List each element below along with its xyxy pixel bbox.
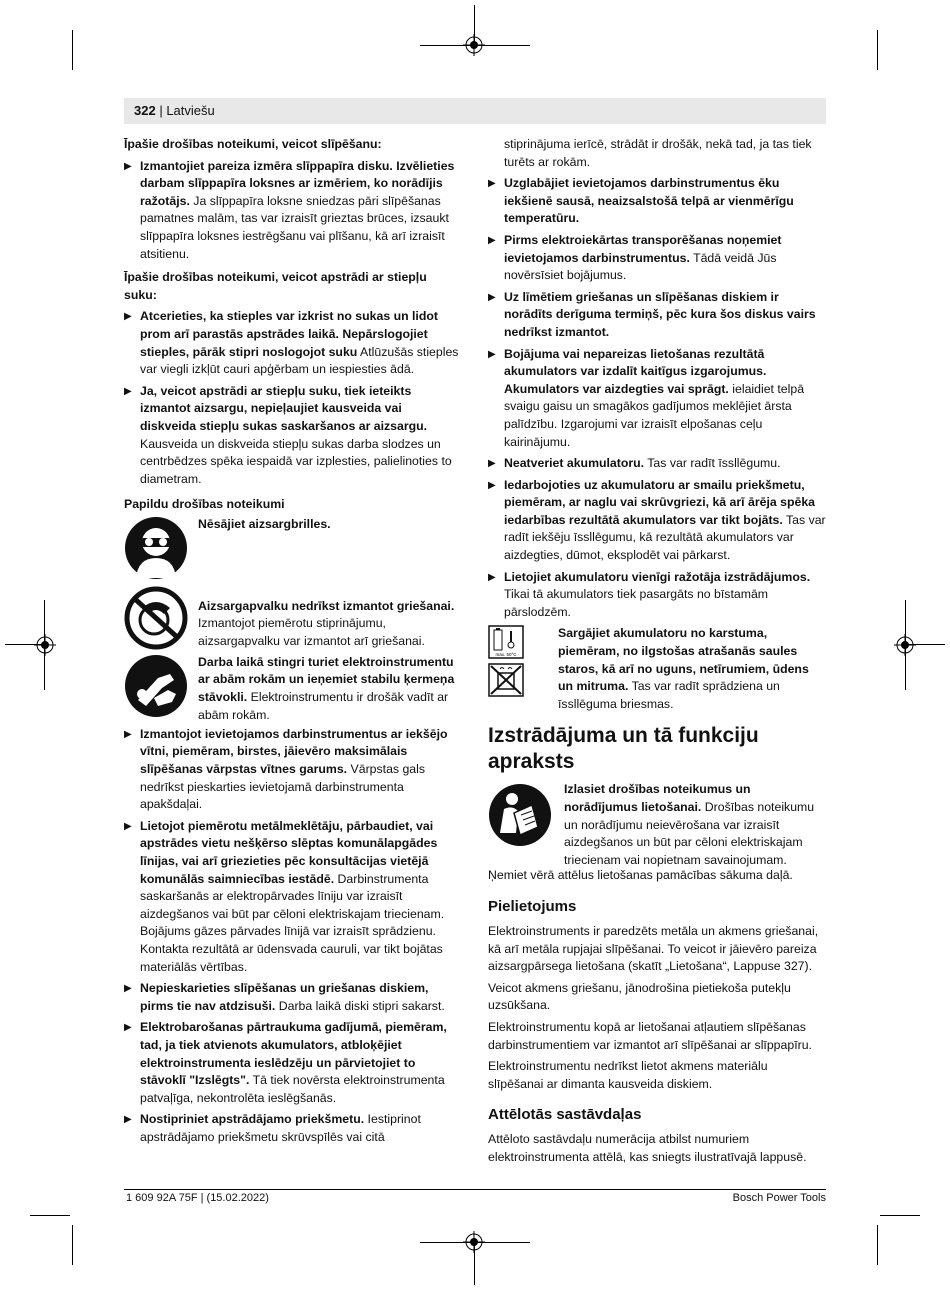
- bullet-icon: ▶: [488, 291, 496, 303]
- item-bold: Atcerieties, ka stieples var izkrist no sukas un lidot prom arī parastās apstrādes laikā. Nepārslogojiet stieples, pārāk stipri noslogojot suku: [140, 309, 438, 359]
- read-text: [564, 781, 826, 869]
- item-bold: Uzglabājiet ievietojamos darbinstrumentus ēku iekšienē sausā, neaizsalstošā telpā ar vienmērīgu temperatūru.: [504, 176, 794, 226]
- item-text: Kausveida un diskveida stiepļu sukas darba slodzes un centrbēdzes spēka iespaidā var izplesties, palielinoties to diametram.: [140, 436, 452, 486]
- list-item: [124, 308, 460, 378]
- item-text: Ja slīppapīra loksne sniedzas pāri slīpēšanas pamatnes malām, tas var izraisīt grieztas brūces, izsaukt slīppapīra loksnes iestrēgšanu vai plīšanu, kā arī izraisīt atsitienu.: [140, 193, 449, 261]
- item-text: Tā tiek novērsta elektroinstrumenta patvaļīga, nekontrolēta ieslēgšanās.: [140, 1073, 445, 1105]
- section-title: Izstrādājuma un tā funkciju apraksts: [488, 724, 759, 774]
- bullet-icon: ▶: [488, 458, 496, 470]
- list-item: [488, 232, 826, 285]
- no-water-fire-icon: [488, 663, 524, 697]
- battery-temperature-icon: [488, 625, 524, 659]
- list-item: [488, 569, 826, 622]
- item-bold: Izlasiet drošības noteikumus un norādījumus lietošanai.: [564, 782, 751, 815]
- item-bold: Bojājuma vai nepareizas lietošanas rezultātā akumulators var izdalīt kaitīgus izgarojumus. Akumulators var aizdegties vai sprāgt.: [504, 346, 767, 396]
- item-text: Izmantojot piemērotu stiprinājumu, aizsargapvalku var izmantot arī griešanai.: [198, 616, 425, 649]
- item-text: ielaidiet telpā svaigu gaisu un smagākos gadījumos meklējiet ārsta palīdzību. Izgarojumi var izraisīt elpošanas ceļu kairinājumu.: [504, 381, 805, 449]
- crop-mark: [880, 1215, 920, 1216]
- bullet-icon: ▶: [488, 234, 496, 246]
- item-text: Tas var radīt iekšēju īssllēgumu, kā rezultātā akumulators var aizdegties, dūmot, eksplodēt vai pārkarst.: [504, 512, 826, 563]
- bullet-icon: ▶: [124, 160, 132, 172]
- item-bold: Izmantojiet pareiza izmēra slīppapīra disku. Izvēlieties darbam slīppapīra loksnes ar izmēriem, ko norādījis ražotājs.: [140, 158, 455, 208]
- footer-divider: [124, 1189, 826, 1190]
- use-paragraph: Elektroinstruments ir paredzēts metāla un akmens griešanai, kā arī metāla rupjajai slīpēšanai. To veicot ir jāievēro pareiza aizsargpārsega lietošana (skatīt „Lietošana“, Lappuse 327).: [488, 924, 819, 974]
- guard-row: [124, 586, 460, 652]
- crop-mark: [877, 30, 878, 70]
- list-item: [488, 455, 826, 473]
- header-bar: [124, 98, 826, 124]
- item-text: Darbinstrumenta saskaršanās ar elektropārvades līniju var izraisīt aizdegšanos vai būt par cēloni elektriskajam triecienam. Bojājums gāzes pārvades līnijā var izraisīt sprādzienu. Kontakta rezultātā ar ūdensvada cauruli, var tikt bojātas materiālās vērtības.: [140, 871, 445, 974]
- item-bold: Iedarbojoties uz akumulatoru ar smailu priekšmetu, piemēram, ar naglu vai skrūvgriezi, kā arī ārēja spēka iedarbības rezultātā akumulators var tikt bojāts.: [504, 477, 816, 527]
- item-text: Atlūzušās stieples var viegli izkļūt cauri apģērbam un iespiesties ādā.: [140, 344, 459, 377]
- item-bold: Sargājiet akumulatoru no karstuma, piemēram, no ilgstošas atrašanās saules staros, kā arī no uguns, netīrumiem, ūdens un mitruma.: [558, 626, 809, 694]
- bullet-icon: ▶: [488, 571, 496, 583]
- list-item: [124, 1111, 460, 1146]
- two-hands-grip-icon: [124, 654, 188, 718]
- bullet-icon: ▶: [488, 479, 496, 491]
- sanding-heading: Īpašie drošības noteikumi, veicot slīpēšanu:: [124, 137, 382, 151]
- bullet-icon: ▶: [124, 1022, 132, 1034]
- item-bold: Darba laikā stingri turiet elektroinstrumentu ar abām rokām un ieņemiet stabilu ķermeņa stāvokli.: [198, 654, 455, 705]
- continued-text: stiprinājuma ierīcē, strādāt ir drošāk, nekā tad, ja tas tiek turēts ar rokām.: [504, 137, 812, 169]
- list-item: [124, 980, 460, 1015]
- parts-heading: Attēlotās sastāvdaļas: [488, 1106, 642, 1124]
- crop-mark: [72, 1225, 73, 1265]
- item-text: Tas var radīt īssllēgumu.: [644, 456, 781, 471]
- list-item: [124, 158, 460, 264]
- use-heading: Pielietojums: [488, 898, 577, 916]
- crop-mark: [72, 30, 73, 70]
- read-row: [488, 781, 826, 865]
- list-item: [124, 726, 460, 814]
- item-bold: Lietojot piemērotu metālmeklētāju, pārbaudiet, vai apstrādes vietu nešķērso slēptas komunālapgādes līnijas, vai arī griezieties pēc konsultācijas vietējā komunālās saimniecības iestādē.: [140, 818, 438, 886]
- item-text: Elektroinstrumentu ir drošāk vadīt ar abām rokām.: [198, 690, 449, 722]
- use-paragraph: Elektroinstrumentu nedrīkst lietot akmens materiālu slīpēšanai ar dimanta kausveida diskiem.: [488, 1059, 768, 1091]
- item-text: Iestiprinot apstrādājamo priekšmetu skrūvspīlēs vai citā: [140, 1112, 421, 1144]
- item-text: Darba laikā diski stipri sakarst.: [275, 998, 445, 1013]
- bullet-icon: ▶: [124, 728, 132, 740]
- registration-mark-icon: [463, 1231, 485, 1253]
- item-bold: Izmantojot ievietojamos darbinstrumentus ar iekšējo vītni, piemēram, birstes, jāievēro maksimālais slīpēšanas vārpstas vītnes garums.: [140, 726, 448, 777]
- item-bold: Uz līmētiem griešanas un slīpēšanas diskiem ir norādīts derīguma termiņš, pēc kura šos diskus vairs nedrīkst izmantot.: [504, 289, 816, 339]
- hands-text: [198, 654, 460, 724]
- extra-heading: Papildu drošības noteikumi: [124, 497, 285, 512]
- header-language: Latviešu: [166, 103, 215, 118]
- item-text: Tādā veidā Jūs novērsīsiet bojājumus.: [504, 250, 777, 283]
- safety-goggles-icon: [124, 516, 188, 580]
- no-guard-cutting-icon: [124, 586, 188, 650]
- list-item: [488, 289, 826, 342]
- heat-text: [558, 625, 826, 713]
- list-item: [488, 477, 826, 565]
- item-bold: Aizsargapvalku nedrīkst izmantot griešanai.: [198, 598, 455, 613]
- footer-brand: Bosch Power Tools: [732, 1192, 826, 1204]
- goggles-text: Nēsājiet aizsargbrilles.: [198, 516, 331, 531]
- item-bold: Pirms elektroiekārtas transporēšanas noņemiet ievietojamos darbinstrumentus.: [504, 232, 782, 265]
- item-bold: Nepieskarieties slīpēšanas un griešanas diskiem, pirms tie nav atdzisuši.: [140, 981, 429, 1013]
- temp-label: max. 50°C: [495, 652, 517, 658]
- right-column: [488, 136, 826, 1171]
- hands-row: [124, 654, 460, 726]
- guard-text: [198, 598, 460, 651]
- page-number: 322: [134, 103, 156, 118]
- fold-note: Ņemiet vērā attēlus lietošanas pamācības sākuma daļā.: [488, 868, 793, 883]
- item-text: Vārpstas gals nedrīkst pieskarties ievietojamā darbinstrumenta apakšdaļai.: [140, 762, 426, 812]
- item-text: Drošības noteikumu un norādījumu neievērošana var izraisīt aizdegšanos un būt par cēloni elektriskajam triecienam vai nopietnam savainojumam.: [564, 800, 815, 867]
- bullet-icon: ▶: [488, 178, 496, 190]
- item-bold: Elektrobarošanas pārtraukuma gadījumā, piemēram, tad, ja tiek atvienots akumulators, atbloķējiet elektroinstrumenta ieslēdzēju un pārvietojiet to stāvoklī "Izslēgts".: [140, 1020, 447, 1088]
- wire-heading: Īpašie drošības noteikumi, veicot apstrādi ar stiepļu suku:: [124, 270, 427, 302]
- registration-mark-icon: [463, 34, 485, 56]
- item-bold: Neatveriet akumulatoru.: [504, 456, 645, 471]
- item-bold: Ja, veicot apstrādi ar stiepļu suku, tiek ieteikts izmantot aizsargu, nepieļaujiet kausveida vai diskveida stiepļu sukas saskaršanos ar aizsargu.: [140, 383, 428, 433]
- parts-text: Attēloto sastāvdaļu numerācija atbilst numuriem elektroinstrumenta attēlā, kas sniegts ilustratīvajā lappusē.: [488, 1132, 807, 1164]
- bullet-icon: ▶: [124, 1114, 132, 1126]
- use-paragraph: Elektroinstrumentu kopā ar lietošanai atļautiem slīpēšanas darbinstrumentiem var izmantot arī slīpēšanai ar slīppapīru.: [488, 1020, 812, 1052]
- page-header: 322 | Latviešu: [134, 103, 215, 118]
- bullet-icon: ▶: [124, 385, 132, 397]
- bullet-icon: ▶: [124, 311, 132, 323]
- heat-row: [488, 625, 826, 717]
- registration-mark-icon: [34, 634, 56, 656]
- item-bold: Lietojiet akumulatoru vienīgi ražotāja izstrādājumos.: [504, 569, 811, 584]
- footer-doc-id: 1 609 92A 75F | (15.02.2022): [126, 1192, 269, 1204]
- bullet-icon: ▶: [124, 983, 132, 995]
- bullet-icon: ▶: [488, 348, 496, 360]
- bullet-icon: ▶: [124, 820, 132, 832]
- list-item: [488, 175, 826, 228]
- item-text: Tikai tā akumulators tiek pasargāts no bīstamām pārslodzēm.: [504, 587, 769, 619]
- item-text: Tas var radīt sprādziena un īssllēguma briesmas.: [558, 679, 780, 711]
- list-item: [488, 346, 826, 452]
- crop-mark: [30, 1215, 70, 1216]
- use-paragraph: Veicot akmens griešanu, jānodrošina pietiekoša putekļu uzsūkšana.: [488, 980, 791, 1013]
- registration-mark-icon: [894, 634, 916, 656]
- list-item: [124, 383, 460, 489]
- left-column: [124, 136, 460, 1151]
- item-bold: Nostipriniet apstrādājamo priekšmetu.: [140, 1112, 365, 1127]
- crop-mark: [877, 1225, 878, 1265]
- read-manual-icon: [488, 783, 552, 847]
- goggles-row: [124, 516, 460, 584]
- list-item: [124, 818, 460, 976]
- list-item: [124, 1019, 460, 1107]
